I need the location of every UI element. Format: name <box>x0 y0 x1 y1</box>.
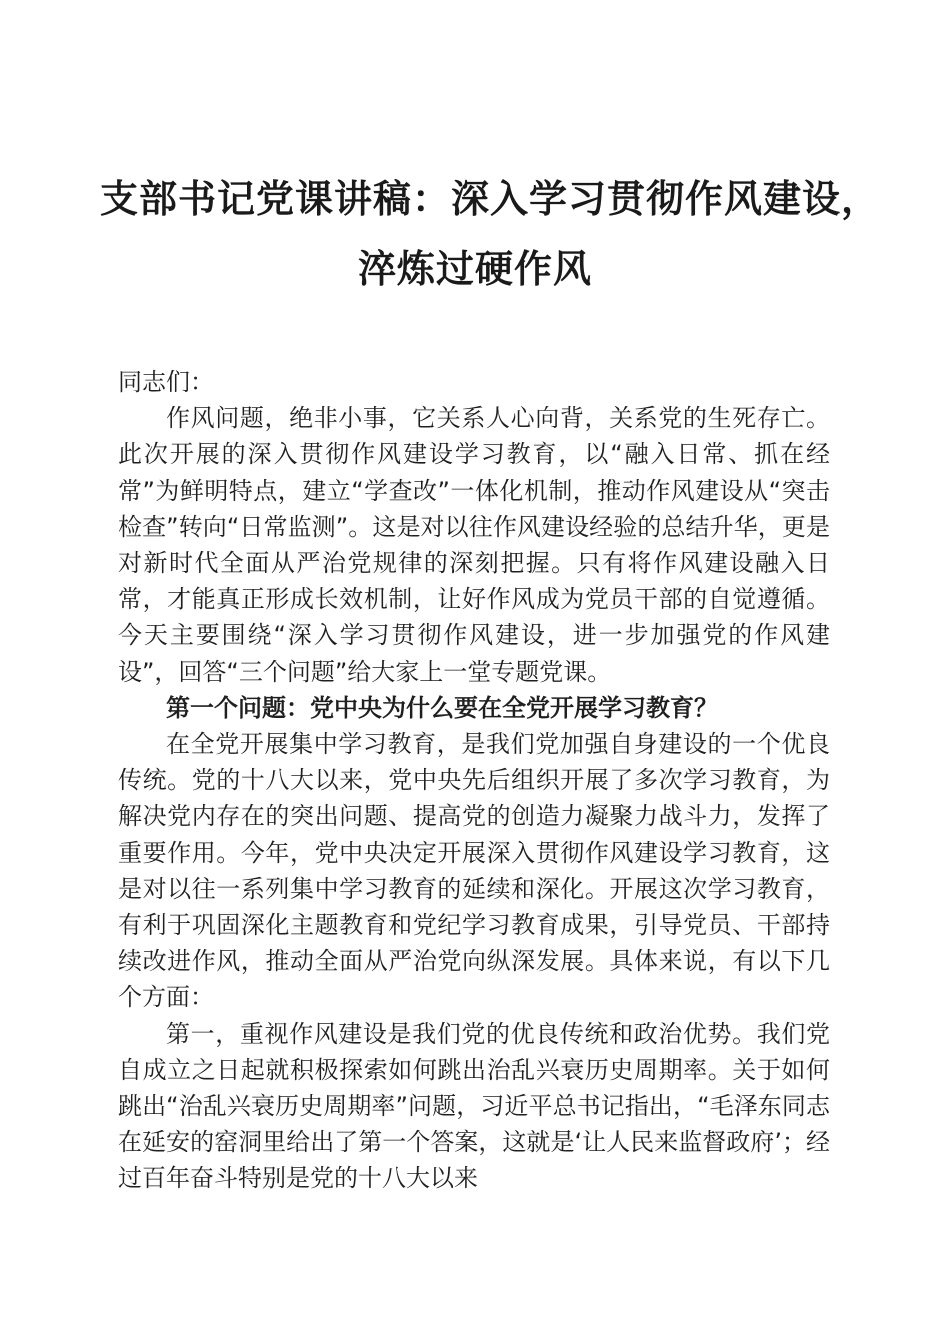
section-heading-1: 第一个问题：党中央为什么要在全党开展学习教育？ <box>166 693 718 722</box>
paragraph-section-1: 在全党开展集中学习教育，是我们党加强自身建设的一个优良传统。党的十八大以来，党中央先后组织开展了多次学习教育，为解决党内存在的突出问题、提高党的创造力凝聚力战斗力，发挥了重要作用。今年，党中央决定开展深入贯彻作风建设学习教育，这是对以往一系列集中学习教育的延续和深化。开展这次学习教育，有利于巩固深化主题教育和党纪学习教育成果，引导党员、干部持续改进作风，推动全面从严治党向纵深发展。具体来说，有以下几个方面： <box>118 730 830 1012</box>
paragraph-point-1: 第一，重视作风建设是我们党的优良传统和政治优势。我们党自成立之日起就积极探索如何跳出治乱兴衰历史周期率。关于如何跳出“治乱兴衰历史周期率”问题，习近平总书记指出，“毛泽东同志在延安的窑洞里给出了第一个答案，这就是‘让人民来监督政府’；经过百年奋斗特别是党的十八大以来 <box>118 1019 830 1193</box>
document-title-line-2: 淬炼过硬作风 <box>357 246 592 291</box>
document-title-line-1: 支部书记党课讲稿：深入学习贯彻作风建设， <box>100 176 881 221</box>
salutation: 同志们： <box>118 368 214 396</box>
document-body <box>118 364 830 1197</box>
paragraph-intro: 作风问题，绝非小事，它关系人心向背，关系党的生死存亡。此次开展的深入贯彻作风建设学习教育，以“融入日常、抓在经常”为鲜明特点，建立“学查改”一体化机制，推动作风建设从“突击检查”转向“日常监测”。这是对以往作风建设经验的总结升华，更是对新时代全面从严治党规律的深刻把握。只有将作风建设融入日常，才能真正形成长效机制，让好作风成为党员干部的自觉遵循。今天主要围绕“深入学习贯彻作风建设，进一步加强党的作风建设”，回答“三个问题”给大家上一堂专题党课。 <box>118 404 830 686</box>
